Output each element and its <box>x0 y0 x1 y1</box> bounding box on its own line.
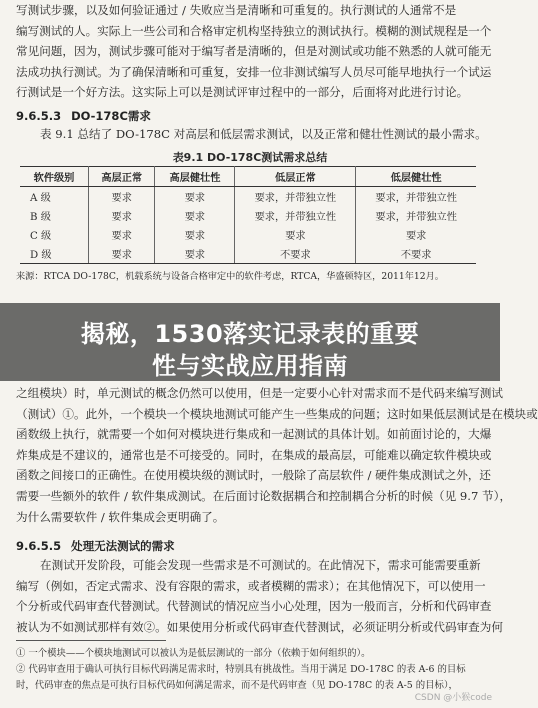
overlay-title-line: 性与实战应用指南 <box>152 352 348 380</box>
table-row <box>20 244 476 264</box>
column-header: 低层健壮性 <box>356 167 476 187</box>
footnote: 时，代码审查的焦点是可执行目标代码如何满足需求，而不是代码审查（见 DO-178C 的表 A-5 的目标）， <box>16 680 458 691</box>
section-heading-9655 <box>16 538 175 554</box>
column-header: 高层正常 <box>89 167 155 187</box>
column-header: 低层正常 <box>235 167 356 187</box>
table-cell: 要求 <box>155 206 235 225</box>
text-line: 法成功执行测试。为了确保清晰和可重复，安排一位非测试编写人员尽可能早地执行一个试运 <box>16 64 492 79</box>
table-cell: B 级 <box>20 206 89 225</box>
watermark: CSDN @小猴code <box>414 693 492 703</box>
text-line: 在测试开发阶段，可能会发现一些需求是不可测试的。在此情况下，需求可能需要重新 <box>40 558 481 572</box>
section-heading-9653 <box>16 108 151 124</box>
text-line: 个分析或代码审查代替测试。代替测试的情况应当小心处理，因为一般而言，分析和代码审查 <box>16 599 492 614</box>
text-line: 之组模块）时，单元测试的概念仍然可以使用，但是一定要小心针对需求而不是代码来编写测试 <box>16 386 503 400</box>
section-9654-paragraph <box>16 383 538 527</box>
table-caption: 表9.1 DO-178C测试需求总结 <box>172 151 328 164</box>
table-cell: 要求，并带独立性 <box>235 206 356 225</box>
table-cell: 要求 <box>89 187 155 207</box>
table-source-note: 来源：RTCA DO-178C，机载系统与设备合格审定中的软件考虑，RTCA，华盛顿特区，2011年12月。 <box>16 271 444 282</box>
section-number: 9.6.5.5 <box>16 539 62 553</box>
column-header: 高层健壮性 <box>155 167 235 187</box>
text-line: 行测试是一个好方法。这实际上可以是测试评审过程中的一部分，后面将对此进行讨论。 <box>16 85 469 100</box>
table-cell: 要求 <box>155 187 235 207</box>
text-line: 常见问题，因为，测试步骤可能对于编写者是清晰的，但是对测试或功能不熟悉的人就可能无 <box>16 44 492 59</box>
text-line: 函数级上执行，就需要一个如何对模块进行集成和一起测试的具体计划。如前面讨论的，大爆 <box>16 427 492 442</box>
footnote-divider <box>16 640 166 641</box>
footnote: ① 一个模块——个模块地测试可以被认为是低层测试的一部分（依赖于如何组织的）。 <box>16 648 371 659</box>
table-cell: 要求 <box>89 244 155 264</box>
text-line: 函数之间接口的正确性。在使用模块级的测试时，一般除了高层软件 / 硬件集成测试之外，还 <box>16 468 492 483</box>
column-header: 软件级别 <box>20 167 89 187</box>
intro-paragraph <box>16 0 492 103</box>
section-title: DO-178C需求 <box>71 109 151 123</box>
text-line: 表 9.1 总结了 DO-178C 对高层和低层需求测试，以及正常和健壮性测试的最小需求。 <box>40 127 487 141</box>
table-cell: 要求 <box>89 225 155 244</box>
section-title: 处理无法测试的需求 <box>71 539 175 553</box>
title-overlay-banner <box>0 303 500 381</box>
section-number: 9.6.5.3 <box>16 109 62 123</box>
section-9655-paragraph <box>16 555 503 637</box>
table-cell: 不要求 <box>235 244 356 264</box>
table-cell: 要求 <box>356 225 476 244</box>
text-line: 炸集成是不建议的，通常也是不可接受的。同时，在集成的最高层，可能难以确定软件模块或 <box>16 447 492 462</box>
table-cell: 不要求 <box>356 244 476 264</box>
table-header-row <box>20 167 476 187</box>
table-cell: 要求 <box>155 244 235 264</box>
footnote: ② 代码审查用于确认可执行目标代码满足需求时，特别具有挑战性。当用于满足 DO-178C 的表 A-6 的目标 <box>16 664 466 675</box>
text-line: 编写测试的人。实际上一些公司和合格审定机构坚持独立的测试执行。模糊的测试规程是一个 <box>16 23 492 38</box>
table-cell: A 级 <box>20 187 89 207</box>
text-line: 编写（例如，否定式需求、没有容限的需求，或者模糊的需求）；在其他情况下，可以使用一 <box>16 578 486 593</box>
table-row <box>20 225 476 244</box>
table-row <box>20 206 476 225</box>
table-cell: 要求 <box>89 206 155 225</box>
text-line: 需要一些额外的软件 / 软件集成测试。在后面讨论数据耦合和控制耦合分析的时候（见 9.7 节）， <box>16 488 512 503</box>
table-cell: 要求，并带独立性 <box>356 206 476 225</box>
text-line: 写测试步骤，以及如何验证通过 / 失败应当是清晰和可重复的。执行测试的人通常不是 <box>16 3 457 17</box>
table-cell: D 级 <box>20 244 89 264</box>
table-cell: 要求 <box>155 225 235 244</box>
table-cell: 要求，并带独立性 <box>356 187 476 207</box>
section-intro-paragraph <box>16 124 487 145</box>
table-row <box>20 187 476 207</box>
text-line: 为什么需要软件 / 软件集成会更明确了。 <box>16 509 225 524</box>
table-cell: 要求 <box>235 225 356 244</box>
overlay-title-line: 揭秘，1530落实记录表的重要 <box>80 320 420 348</box>
table-cell: C 级 <box>20 225 89 244</box>
text-line: 被认为不如测试那样有效②。如果使用分析或代码审查代替测试，必须证明分析或代码审查为何 <box>16 619 503 634</box>
text-line: （测试）①。此外，一个模块一个模块地测试可能产生一些集成的问题；这时如果低层测试是在模块或 <box>16 406 538 421</box>
table-cell: 要求，并带独立性 <box>235 187 356 207</box>
requirements-table <box>20 166 476 264</box>
